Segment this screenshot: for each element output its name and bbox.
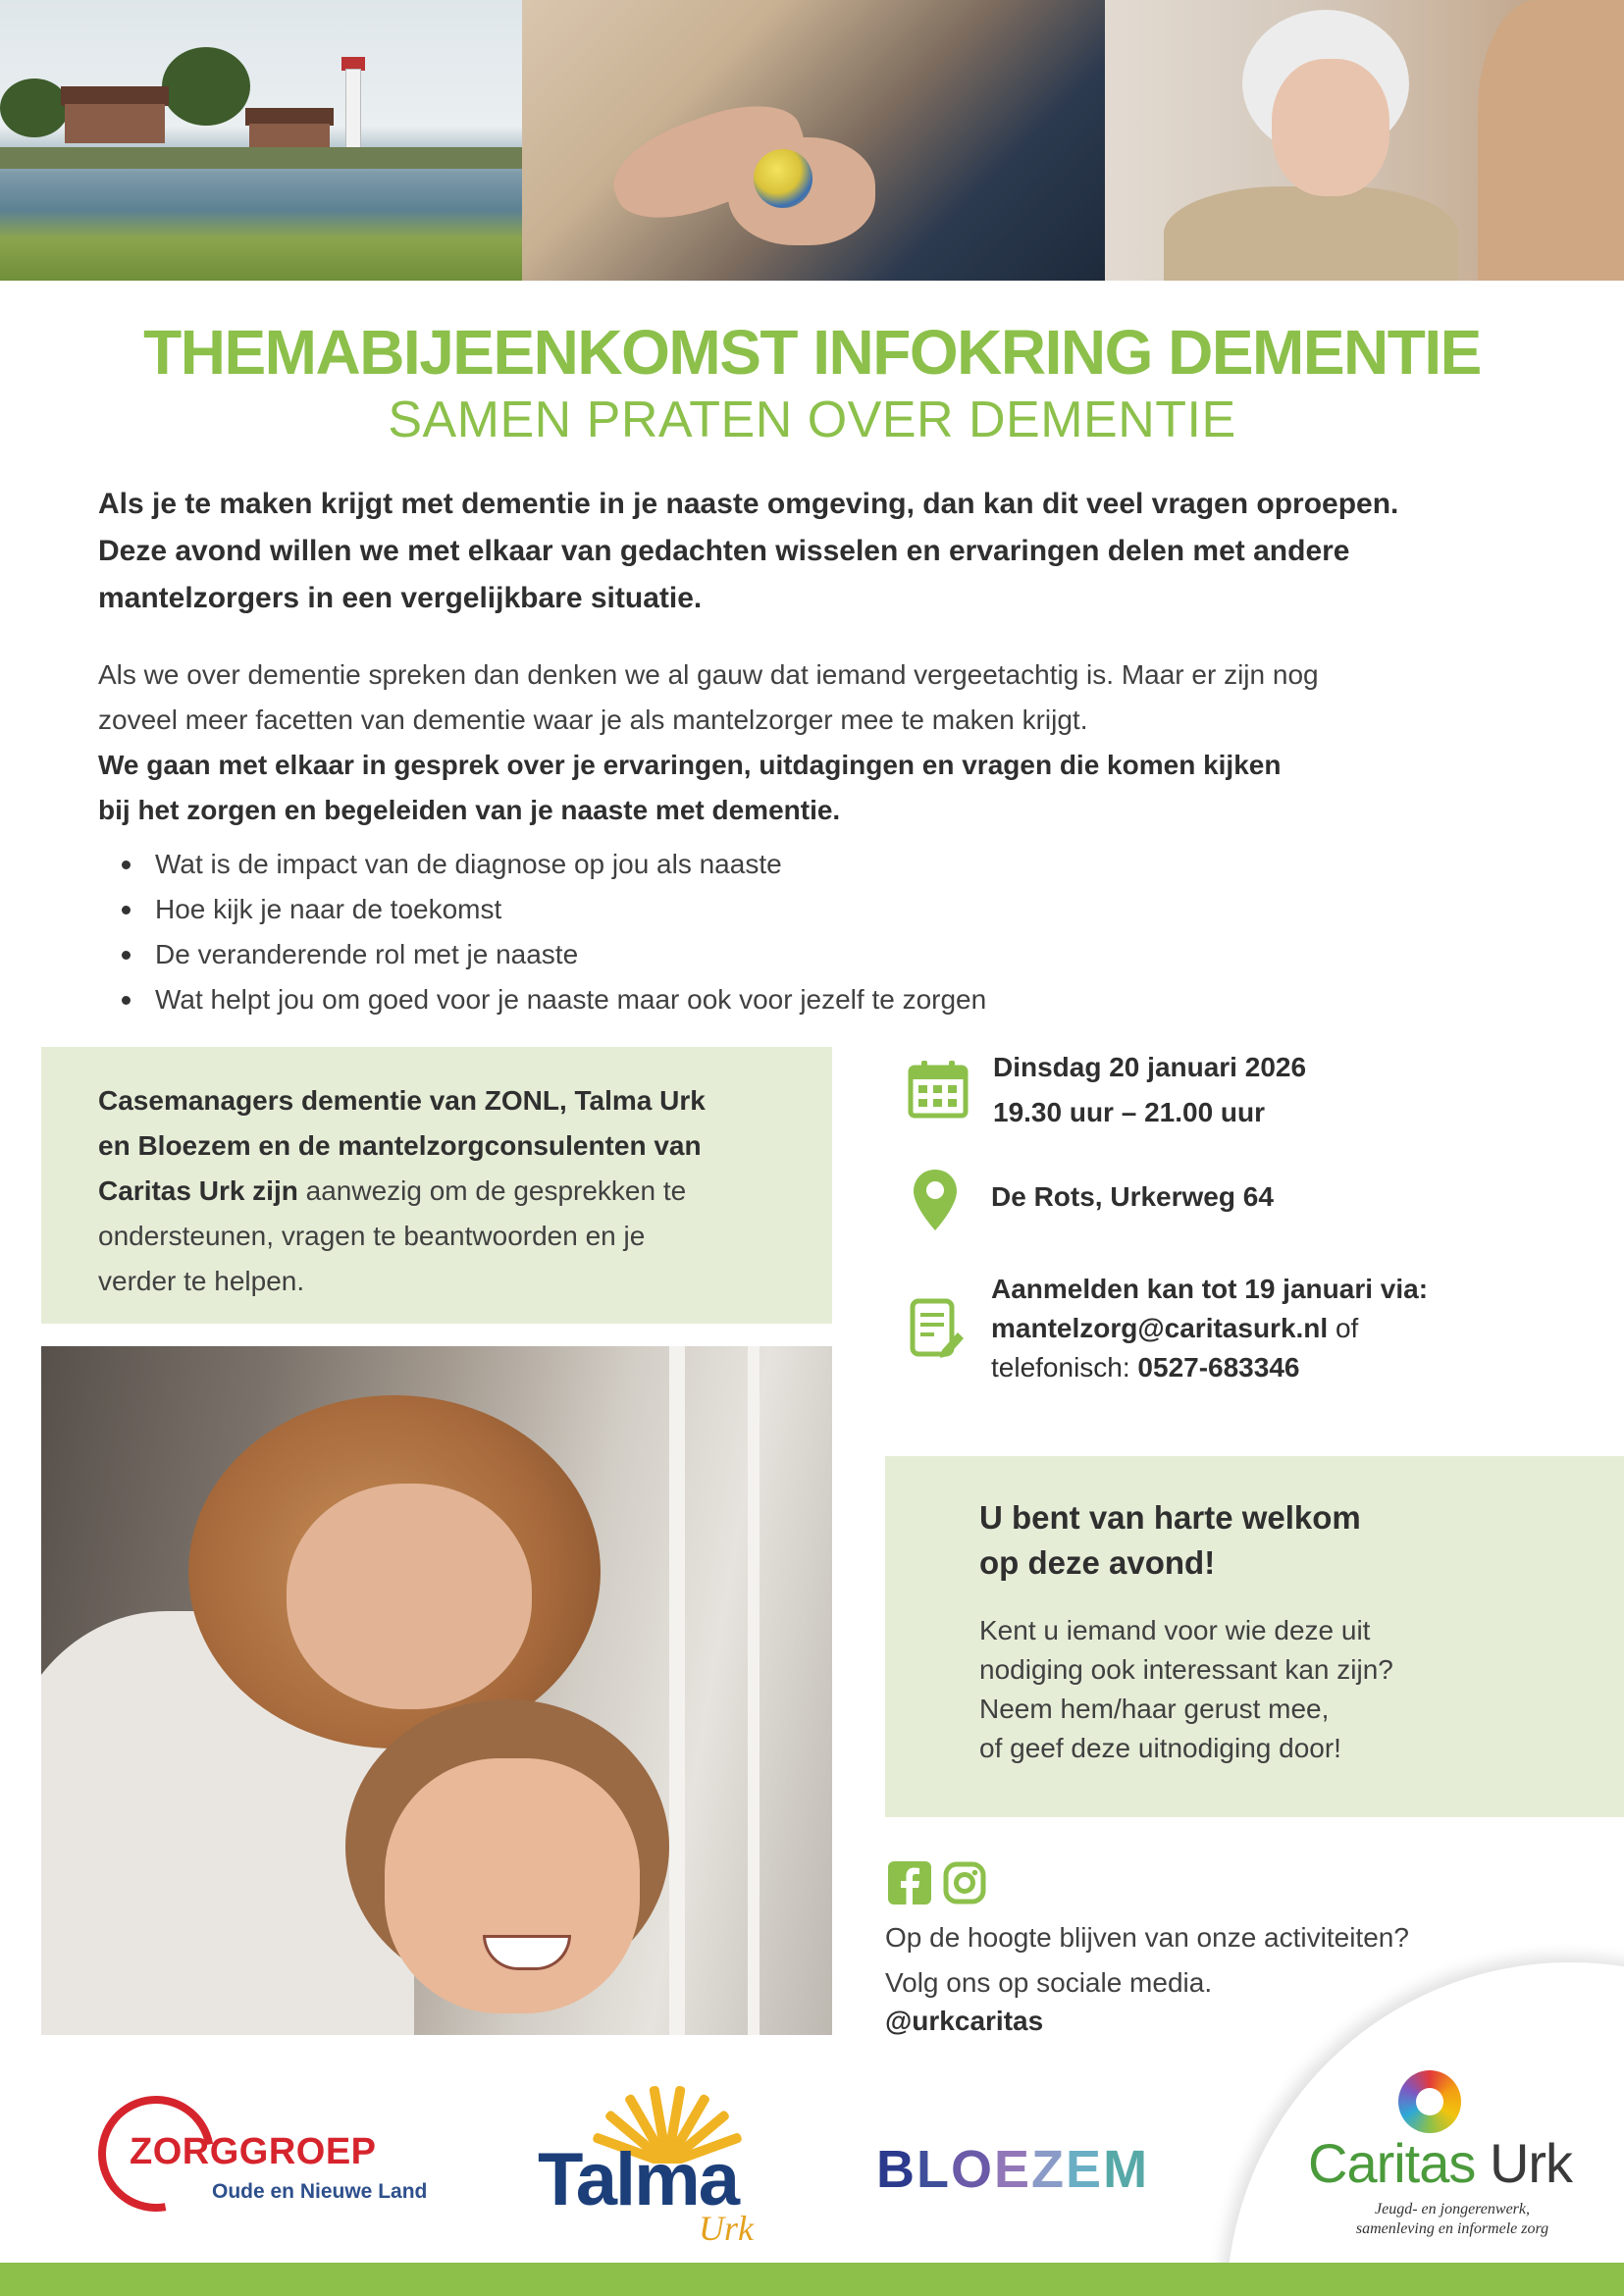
registration-phone-line — [991, 1348, 1428, 1387]
event-time: 19.30 uur – 21.00 uur — [993, 1097, 1266, 1127]
bloezem-letter: O — [951, 2140, 995, 2199]
social-handle[interactable]: @urkcaritas — [885, 2006, 1044, 2036]
body-line: zoveel meer facetten van dementie waar je als mantelzorger mee te maken krijgt. — [98, 704, 1088, 735]
caritas-urk-part: Urk — [1475, 2132, 1573, 2194]
bloezem-letter: B — [876, 2140, 917, 2199]
bloezem-letter: E — [1066, 2140, 1104, 2199]
list-item: Wat helpt jou om goed voor je naaste maar ook voor jezelf te zorgen — [118, 977, 986, 1022]
photo-caregiver-hug — [41, 1346, 832, 2035]
photo-elderly-woman-smiling — [1105, 0, 1624, 281]
registration-title: Aanmelden kan tot 19 januari via: — [991, 1274, 1429, 1304]
body-bold-line: bij het zorgen en begeleiden van je naaste met dementie. — [98, 795, 841, 825]
caritas-sub-line: samenleving en informele zorg — [1355, 2220, 1549, 2237]
bottom-green-bar — [0, 2263, 1624, 2296]
form-edit-icon — [909, 1297, 966, 1360]
event-datetime — [993, 1048, 1306, 1132]
welcome-line: nodiging ook interessant kan zijn? — [979, 1654, 1393, 1685]
zorggroep-name: ZORGGROEP — [130, 2131, 377, 2172]
caritas-sub — [1335, 2200, 1570, 2239]
sub-title: SAMEN PRATEN OVER DEMENTIE — [388, 391, 1236, 448]
case-line: ondersteunen, vragen te beantwoorden en je — [98, 1221, 646, 1251]
registration-email[interactable]: mantelzorg@caritasurk.nl — [991, 1313, 1329, 1343]
list-item: Wat is de impact van de diagnose op jou als naaste — [118, 842, 986, 887]
social-line: Volg ons op sociale media. — [885, 1967, 1213, 1998]
social-line: Op de hoogte blijven van onze activiteiten? — [885, 1922, 1409, 1953]
bloezem-letter: L — [917, 2140, 951, 2199]
intro-line: Als je te maken krijgt met dementie in je naaste omgeving, dan kan dit veel vragen oproepen. — [98, 488, 1399, 520]
event-location-text: De Rots, Urkerweg 64 — [991, 1181, 1274, 1212]
welcome-text — [979, 1611, 1529, 1768]
caritas-name — [1308, 2131, 1572, 2195]
event-registration — [991, 1270, 1428, 1387]
welcome-line: of geef deze uitnodiging door! — [979, 1733, 1341, 1763]
social-icons — [888, 1861, 986, 1905]
calendar-icon — [908, 1060, 969, 1119]
intro-paragraph — [98, 481, 1531, 622]
case-bold-fragment: Caritas Urk zijn — [98, 1175, 298, 1206]
welcome-line: Kent u iemand voor wie deze uit — [979, 1615, 1371, 1645]
welcome-title-line: U bent van harte welkom — [979, 1499, 1361, 1536]
case-line: Casemanagers dementie van ZONL, Talma Urk — [98, 1085, 706, 1116]
caritas-swirl-icon — [1398, 2070, 1461, 2133]
talma-name: Talma — [538, 2138, 739, 2221]
body-paragraph — [98, 652, 1452, 743]
main-title: THEMABIJEENKOMST INFOKRING DEMENTIE — [143, 317, 1481, 388]
social-text — [885, 1915, 1409, 2006]
bloezem-logo — [876, 2139, 1149, 2200]
welcome-title — [979, 1495, 1529, 1586]
case-line: en Bloezem en de mantelzorgconsulenten van — [98, 1130, 702, 1161]
body-line: Als we over dementie spreken dan denken we al gauw dat iemand vergeetachtig is. Maar er zijn nog — [98, 659, 1319, 690]
casemanagers-box — [41, 1047, 832, 1324]
bloezem-letter: M — [1103, 2140, 1150, 2199]
welcome-box — [885, 1456, 1624, 1817]
welcome-line: Neem hem/haar gerust mee, — [979, 1694, 1330, 1724]
welcome-title-line: op deze avond! — [979, 1544, 1216, 1581]
event-location — [991, 1177, 1274, 1217]
case-fragment: aanwezig om de gesprekken te — [297, 1175, 687, 1206]
list-item: De veranderende rol met je naaste — [118, 932, 986, 977]
registration-email-suffix: of — [1328, 1313, 1359, 1343]
photo-hands-ball — [522, 0, 1105, 281]
photo-lighthouse-coast — [0, 0, 522, 281]
registration-email-line — [991, 1309, 1428, 1348]
registration-phone-prefix: telefonisch: — [991, 1352, 1138, 1383]
case-line — [98, 1169, 775, 1214]
event-date: Dinsdag 20 januari 2026 — [993, 1052, 1307, 1082]
caritas-sub-line: Jeugd- en jongerenwerk, — [1374, 2201, 1530, 2218]
talma-sub: Urk — [699, 2209, 754, 2248]
case-line: verder te helpen. — [98, 1266, 305, 1296]
zorggroep-sub: Oude en Nieuwe Land — [212, 2180, 428, 2203]
intro-line: mantelzorgers in een vergelijkbare situatie. — [98, 582, 703, 614]
bloezem-letter: E — [994, 2140, 1032, 2199]
body-bold-paragraph — [98, 743, 1452, 833]
location-pin-icon — [911, 1168, 960, 1232]
registration-phone[interactable]: 0527-683346 — [1137, 1352, 1300, 1383]
caritas-name-part: Caritas — [1308, 2132, 1476, 2194]
list-item: Hoe kijk je naar de toekomst — [118, 887, 986, 932]
facebook-icon[interactable] — [888, 1861, 931, 1905]
header-photo-strip — [0, 0, 1624, 281]
body-bold-line: We gaan met elkaar in gesprek over je ervaringen, uitdagingen en vragen die komen kijken — [98, 750, 1282, 780]
instagram-icon[interactable] — [943, 1861, 986, 1905]
bloezem-letter: Z — [1031, 2140, 1067, 2199]
topic-list — [118, 842, 986, 1022]
intro-line: Deze avond willen we met elkaar van gedachten wisselen en ervaringen delen met andere — [98, 535, 1350, 567]
